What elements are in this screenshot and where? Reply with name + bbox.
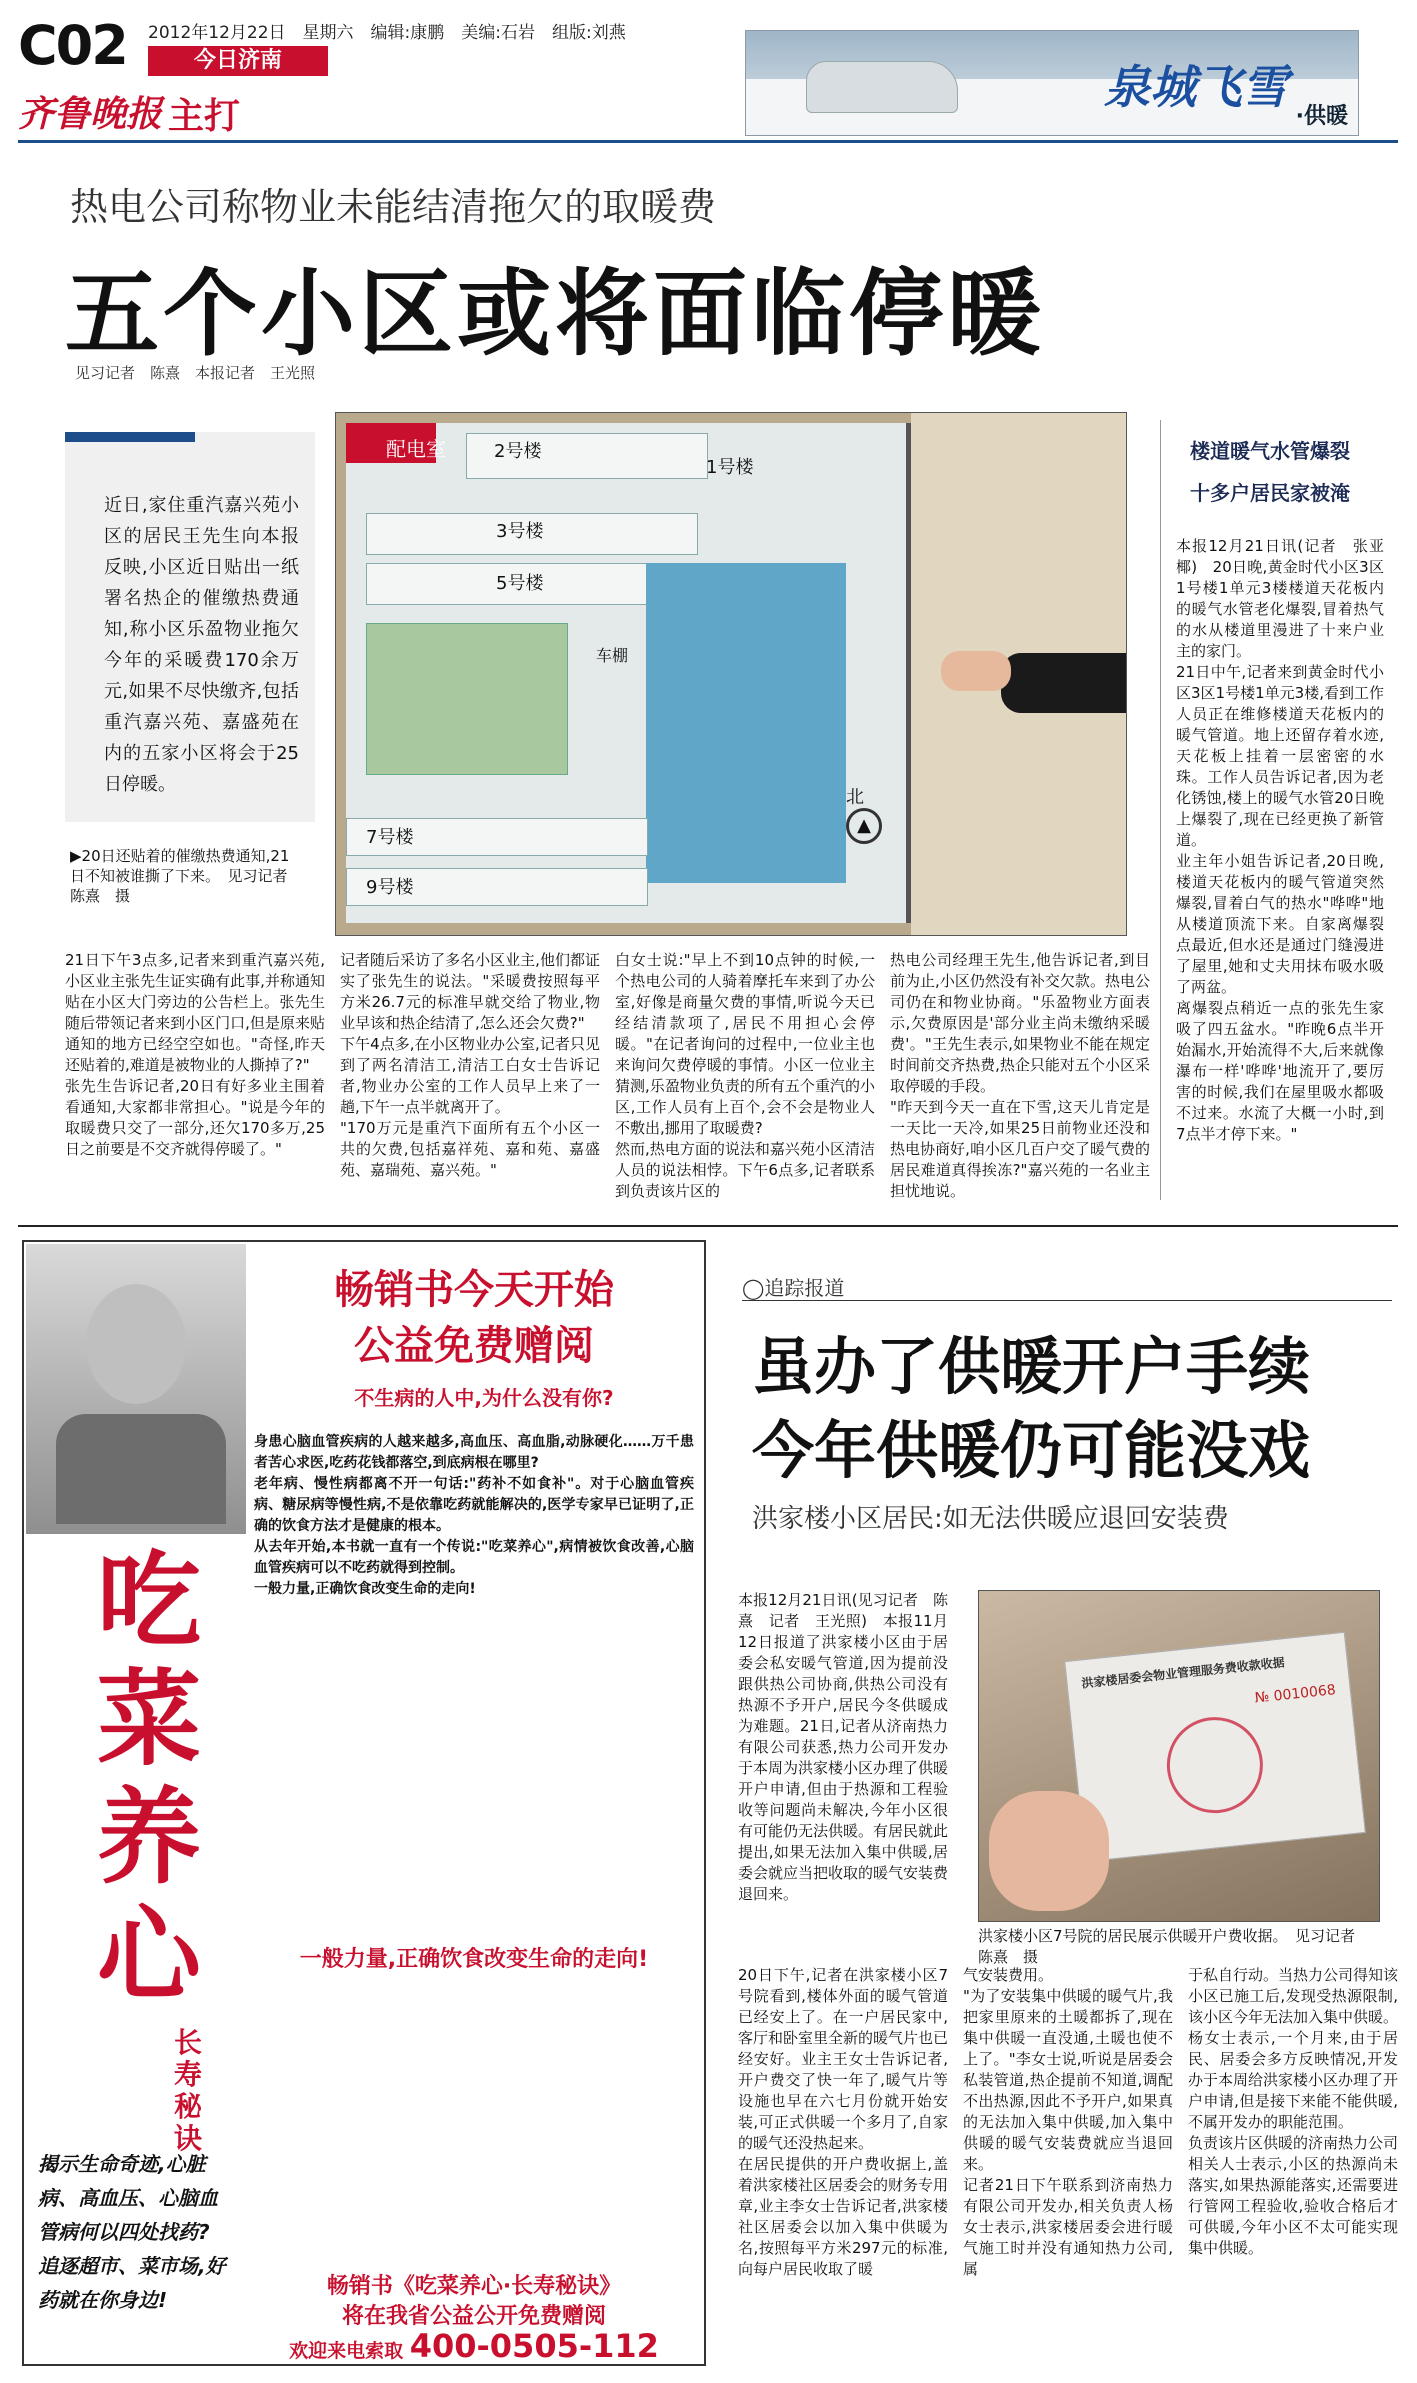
lead-kicker: 热电公司称物业未能结清拖欠的取暖费: [70, 185, 717, 229]
ad-book-line1: 畅销书《吃菜养心·长寿秘诀》: [326, 2274, 622, 2299]
lead-photo-caption: ▶20日还贴着的催缴热费通知,21日不知被谁撕了下来。 见习记者 陈熹 摄: [70, 847, 303, 905]
section-tab: 今日济南: [148, 46, 328, 76]
story2-rule: [742, 1300, 1392, 1301]
story2-column-1: 20日下午,记者在洪家楼小区7号院看到,楼体外面的暖气管道已经安上了。在一户居民家中,客厅和卧室里全新的暖气片也已经安好。业主王女士告诉记者,开户费交了快一年了,暖气片等设施也早在六七月份就开始安装,可正式供暖一个多月了,自家的暖气还没热起来。 在居民提供的开户费收据上,盖着洪家楼社区居委会的财务专用章,业主李女士告诉记者,洪家楼社区居委会以加入集中供暖为名,按照每平方米297元的标准,向每户居民收取了暖: [738, 1966, 949, 2278]
story2-photo-caption: 洪家楼小区7号院的居民展示供暖开户费收据。 见习记者 陈熹 摄: [978, 1927, 1371, 1966]
banner-subtitle: ·供暖: [1295, 104, 1348, 129]
blue-block: [646, 563, 846, 883]
notice-board-photo: [335, 412, 1127, 936]
ad-phone-number: 400-0505-112: [409, 2327, 659, 2365]
mid-divider: [18, 1225, 1398, 1227]
page-number: C02: [18, 14, 127, 77]
green-area: [366, 623, 568, 775]
receipt-image: [1064, 1632, 1366, 1862]
ad-book-line2: 将在我省公益公开免费赠阅: [341, 2304, 606, 2329]
issue-meta: 2012年12月22日 星期六 编辑:康鹏 美编:石岩 组版:刘燕: [148, 23, 626, 43]
lead-column-3: 白女士说:"早上不到10点钟的时候,一个热电公司的人骑着摩托车来到了办公室,好像是商量欠费的事情,听说今天已经结清款项了,居民不用担心会停暖。"在记者询问的过程中,一位业主也来询问欠费停暖的事情。小区一位业主猜测,乐盈物业负责的所有五个重汽的小区,工作人员有上百个,会不会是物业人不敷出,挪用了取暖费? 然而,热电方面的说法和嘉兴苑小区清洁人员的说法相悖。下午6点多,记者联系到负责该片区的: [615, 951, 875, 1200]
lead-column-1: 21日下午3点多,记者来到重汽嘉兴苑,小区业主张先生证实确有此事,并称通知贴在小区大门旁边的公告栏上。张先生随后带领记者来到小区门口,但是原来贴通知的地方已经空空如也。"奇怪,昨天还贴着的,难道是被物业的人撕掉了?" 张先生告诉记者,20日有好多业主围着看通知,大家都非常担心。"说是今年的取暖费只交了一部分,还欠170多万,25日之前要是不交齐就得停暖了。": [65, 951, 325, 1158]
portrait-body: [56, 1414, 226, 1524]
label-building-5: 5号楼: [496, 573, 544, 594]
site-map-board: [346, 423, 912, 923]
book-advertisement: [22, 1240, 706, 2366]
ad-headline-line2: 公益免费赠阅: [354, 1323, 594, 1369]
label-building-7: 7号楼: [366, 827, 414, 848]
follow-up-tag: ◯追踪报道: [742, 1276, 845, 1300]
ad-tagline: 一般力量,正确饮食改变生命的走向!: [299, 1947, 649, 1972]
sidebar-headline: [1190, 430, 1395, 514]
label-shed: 车棚: [596, 646, 629, 665]
hand-image: [941, 651, 1011, 691]
north-arrow-icon: ▲: [846, 808, 882, 844]
column-title: 主打: [168, 96, 241, 137]
story2-headline: [752, 1325, 1392, 1493]
lead-headline: 五个小区或将面临停暖: [65, 260, 1046, 369]
ad-phone-line: [264, 2327, 684, 2365]
ad-book-title: 吃菜养心: [96, 1539, 201, 2016]
ad-body-text: 身患心脑血管疾病的人越来越多,高血压、高血脂,动脉硬化……万千患者苦心求医,吃药花钱都落空,到底病根在哪里? 老年病、慢性病都离不开一句话:"药补不如食补"。对于心脑血管疾病、糖尿病等慢性病,不是依靠吃药就能解决的,医学专家早已证明了,正确的饮食方法才是健康的根本。 从去年开始,本书就一直有一个传说:"吃菜养心",病情被饮食改善,心脑血管疾病可以不吃药就得到控制。 一般力量,正确饮食改变生命的走向!: [254, 1434, 694, 1597]
sidebar-headline-line1: 楼道暖气水管爆裂: [1190, 439, 1350, 463]
hand-image: [989, 1791, 1109, 1911]
label-building-3: 3号楼: [496, 521, 544, 542]
ad-slogan: 揭示生命奇迹,心脏病、高血压、心脑血管病何以四处找药?追逐超市、菜市场,好药就在你身边!: [38, 2152, 226, 2312]
ad-book-line: [264, 2272, 684, 2332]
story2-headline-line2: 今年供暖仍可能没戏: [752, 1414, 1311, 1487]
label-building-1: 1号楼: [706, 457, 754, 478]
author-photo: [26, 1244, 246, 1534]
intro-accent-bar: [65, 432, 195, 442]
wall-image: [911, 413, 1126, 935]
lead-column-4: 热电公司经理王先生,他告诉记者,到目前为止,小区仍然没有补交欠款。热电公司仍在和物业协商。"乐盈物业方面表示,欠费原因是'部分业主尚未缴纳采暖费'。"王先生表示,如果物业不能在规定时间前交齐热费,热企只能对五个小区采取停暖的手段。 "昨天到今天一直在下雪,这天儿肯定是一天比一天冷,如果25日前物业还没和热电协商好,咱小区几百户交了暖气费的居民难道真得挨冻?"嘉兴苑的一名业主担忧地说。: [890, 951, 1150, 1200]
ad-headline: [254, 1262, 694, 1374]
portrait-head: [86, 1284, 186, 1404]
story2-column-3: 于私自行动。当热力公司得知该小区已施工后,发现受热源限制,该小区今年无法加入集中供暖。杨女士表示,一个月来,由于居民、居委会多方反映情况,开发办于本周给洪家楼小区办理了开户申请,但是接下来能不能供暖,不属开发办的职能范围。 负责该片区供暖的济南热力公司相关人士表示,小区的热源尚未落实,如果热源能落实,还需要进行管网工程验收,验收合格后才可供暖,今年小区不太可能实现集中供暖。: [1188, 1966, 1399, 2257]
section-banner: [745, 30, 1359, 136]
label-building-9: 9号楼: [366, 877, 414, 898]
arm-image: [1001, 653, 1126, 713]
story2-column-2: 气安装费用。 "为了安装集中供暖的暖气片,我把家里原来的土暖都拆了,现在集中供暖一直没通,土暖也使不上了。"李女士说,听说是居委会私装管道,热企提前不知道,调配不出热源,因此不予开户,如果真的无法加入集中供暖,加入集中供暖的暖气安装费就应当退回来。 记者21日下午联系到济南热力有限公司开发办,相关负责人杨女士表示,洪家楼居委会进行暖气施工时并没有通知热力公司,属: [963, 1966, 1173, 2278]
ad-headline-line1: 畅销书今天开始: [334, 1267, 614, 1313]
story2-deck: 洪家楼小区居民:如无法供暖应退回安装费: [752, 1504, 1229, 1534]
header-divider: [18, 140, 1398, 143]
lead-intro: 近日,家住重汽嘉兴苑小区的居民王先生向本报反映,小区近日贴出一纸署名热企的催缴热费通知,称小区乐盈物业拖欠今年的采暖费170余万元,如果不尽快缴齐,包括重汽嘉兴苑、嘉盛苑在内的五家小区将会于25日停暖。: [104, 495, 299, 795]
label-north: 北: [846, 787, 864, 808]
story2-lead: 本报12月21日讯(见习记者 陈熹 记者 王光照) 本报11月12日报道了洪家楼小区由于居委会私安暖气管道,因为提前没跟供热公司协商,供热公司没有热源不予开户,居民今冬供暖成为难题。21日,记者从济南热力有限公司获悉,热力公司开发办于本周为洪家楼小区办理了供暖开户申请,但由于热源和工程验收等问题尚未解决,今年小区很有可能仍无法供暖。有居民就此提出,如果无法加入集中供暖,居委会就应当把收取的暖气安装费退回来。: [738, 1591, 949, 1903]
car-image: [806, 61, 958, 113]
lead-column-2: 记者随后采访了多名小区业主,他们都证实了张先生的说法。"采暖费按照每平方米26.7元的标准早就交给了物业,物业早该和热企结清了,怎么还会欠费?" 下午4点多,在小区物业办公室,记者只见到了两名清洁工,清洁工白女士告诉记者,物业办公室的工作人员早上来了一趟,下午一点半就离开了。 "170万元是重汽下面所有五个小区一共的欠费,包括嘉祥苑、嘉和苑、嘉盛苑、嘉瑞苑、嘉兴苑。": [340, 951, 600, 1179]
ad-question: 不生病的人中,为什么没有你?: [354, 1386, 614, 1410]
official-seal: [1162, 1712, 1268, 1818]
lead-byline: 见习记者 陈熹 本报记者 王光照: [75, 364, 316, 382]
story2-headline-line1: 虽办了供暖开户手续: [752, 1330, 1311, 1403]
ad-book-subtitle: 长寿秘诀: [174, 2026, 203, 2155]
sidebar-body: 本报12月21日讯(记者 张亚椰) 20日晚,黄金时代小区3区1号楼1单元3楼楼道天花板内的暖气水管老化爆裂,冒着热气的水从楼道里漫进了十来户业主的家门。 21日中午,记者来到黄金时代小区3区1号楼1单元3楼,看到工作人员正在维修楼道天花板内的暖气管道。地上还留存着水迹,天花板上挂着一层密密的水珠。工作人员告诉记者,因为老化锈蚀,楼上的暖气水管20日晚上爆裂了,现在已经更换了新管道。 业主年小姐告诉记者,20日晚,楼道天花板内的暖气管道突然爆裂,冒着白气的热水"哗哗"地从楼道顶流下来。自家离爆裂点最近,但水还是通过门缝漫进了屋里,她和丈夫用抹布吸水吸了两盆。 离爆裂点稍近一点的张先生家吸了四五盆水。"昨晚6点半开始漏水,开始流得不大,后来就像瀑布一样'哗哗'地流开了,要厉害的时候,我们在屋里吸水都吸不过来。水流了大概一小时,到7点半才停下来。": [1176, 537, 1384, 1143]
newspaper-logo: 齐鲁晚报: [18, 93, 163, 135]
label-building-2: 2号楼: [494, 441, 542, 462]
receipt-number: № 0010068: [1253, 1682, 1337, 1707]
receipt-photo: [978, 1590, 1380, 1922]
sidebar-headline-line2: 十多户居民家被淹: [1190, 481, 1350, 505]
sidebar-divider: [1160, 420, 1161, 1200]
ad-phone-label: 欢迎来电索取: [289, 2340, 404, 2362]
banner-title: 泉城飞雪: [1104, 60, 1288, 114]
label-power-room: 配电室: [386, 437, 446, 461]
receipt-title: 洪家楼居委会物业管理服务费收款收据: [1080, 1655, 1286, 1691]
